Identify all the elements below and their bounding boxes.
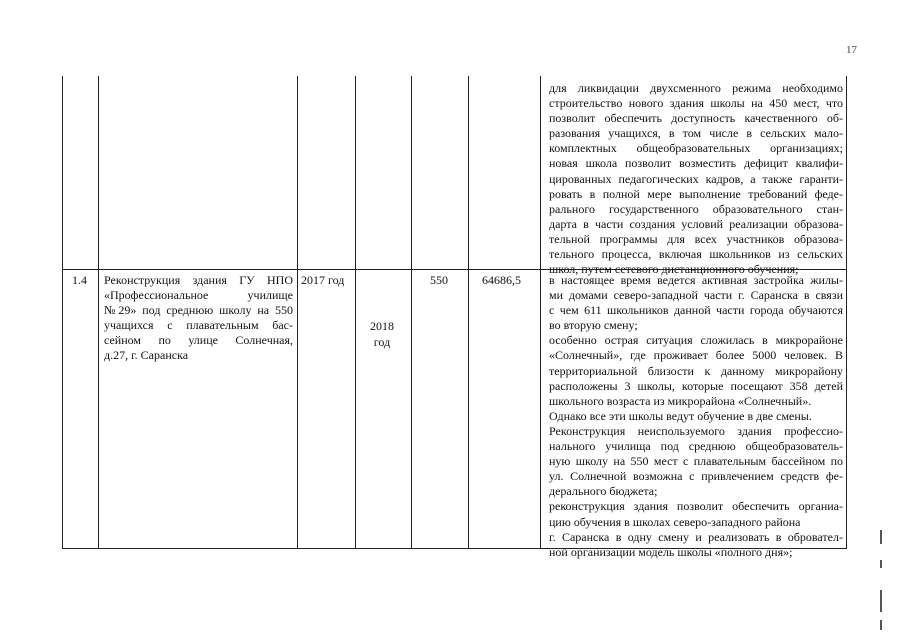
description-line: ной организации модель школы «полного дня»;	[549, 544, 793, 559]
name-line: сейном по улице Солнечная,	[104, 333, 293, 348]
description-line: в настоящее время ведется активная застройка жилы-	[549, 273, 843, 287]
description-line: цию обучения в школах северо-западного района	[549, 514, 801, 529]
description-line: строительство нового здания школы на 450 мест, что	[549, 96, 843, 111]
column-divider	[98, 76, 99, 549]
program-table	[62, 76, 847, 559]
description-line: с чем 611 школьников данной части города обучаются	[549, 303, 843, 318]
description-line: реконструкция здания позволит обеспечить органиа-	[549, 499, 843, 514]
scan-mark	[880, 530, 882, 544]
description-line: «Солнечный», где проживает более 5000 человек. В	[549, 348, 843, 363]
name-line: «Профессиональное училище	[104, 288, 293, 303]
description-line: Однако все эти школы ведут обучение в две смены.	[549, 408, 812, 423]
description-line: нального училища под среднюю общеобразователь-	[549, 439, 843, 454]
description-line: дарта в части создания условий реализации образова-	[549, 216, 843, 231]
name-line: Реконструкция здания ГУ НПО	[104, 273, 293, 287]
description-line: во вторую смену;	[549, 318, 638, 333]
description-line: цированных педагогических кадров, а также гаранти-	[549, 171, 843, 186]
column-divider	[297, 76, 298, 549]
end-year-value: 2018	[370, 319, 394, 333]
description-line: школ, путем сетевого дистанционного обучения;	[549, 262, 799, 277]
row-description	[549, 273, 843, 560]
description-line: особенно острая ситуация сложилась в микрорайоне	[549, 333, 843, 348]
name-line: учащихся с плавательным бас-	[104, 318, 293, 333]
scan-edge-marks	[876, 520, 888, 630]
cost-value: 64686,5	[482, 273, 521, 287]
description-line: территориальной близости к данному микрорайону	[549, 363, 843, 378]
description-line: позволит обеспечить доступность качественного об-	[549, 111, 843, 126]
description-line: ул. Солнечной возможна с привлечением средств фе-	[549, 469, 843, 484]
description-line: тельной программы для всех участников образова-	[549, 231, 843, 246]
description-line: для ликвидации двухсменного режима необходимо	[549, 81, 843, 95]
column-divider	[468, 76, 469, 549]
description-line: рального государственного образовательного стан-	[549, 201, 843, 216]
object-name	[104, 273, 293, 364]
description-line: ми домами северо-западной части г. Саранска в связи	[549, 288, 843, 303]
start-year: 2017 год	[301, 273, 345, 287]
description-line: разования учащихся, в том числе в сельских мало-	[549, 126, 843, 141]
capacity-value: 550	[430, 273, 448, 287]
table-border-right	[846, 76, 847, 549]
description-line: новая школа позволит возместить дефицит квалифи-	[549, 156, 843, 171]
scan-mark	[880, 620, 882, 630]
table-border-left	[62, 76, 63, 549]
page-number: 17	[846, 44, 857, 56]
description-line: тельного процесса, включая школьников из сельских	[549, 247, 843, 262]
column-divider	[540, 76, 541, 549]
description-line: г. Саранска в одну смену и реализовать в обровател-	[549, 529, 843, 544]
description-line: комплектных общеобразовательных организациях;	[549, 141, 843, 156]
description-line: школьного возраста из микрорайона «Солнечный».	[549, 393, 812, 408]
end-year-unit: год	[373, 335, 391, 349]
column-divider	[355, 76, 356, 549]
row-number: 1.4	[72, 273, 87, 287]
scan-mark	[880, 590, 882, 612]
name-line: №29» под среднюю школу на 550	[104, 303, 293, 318]
continuation-description	[549, 81, 843, 277]
description-line: расположены 3 школы, которые посещают 358 детей	[549, 378, 843, 393]
description-line: дерального бюджета;	[549, 484, 658, 499]
name-line: д.27, г. Саранска	[104, 348, 189, 363]
description-line: ровать в полной мере выполнение требований феде-	[549, 186, 843, 201]
description-line: ную школу на 550 мест с плавательным бассейном по	[549, 454, 843, 469]
scan-mark	[880, 560, 882, 568]
end-year	[358, 318, 406, 350]
column-divider	[411, 76, 412, 549]
description-line: Реконструкция неиспользуемого здания профессио-	[549, 423, 843, 438]
